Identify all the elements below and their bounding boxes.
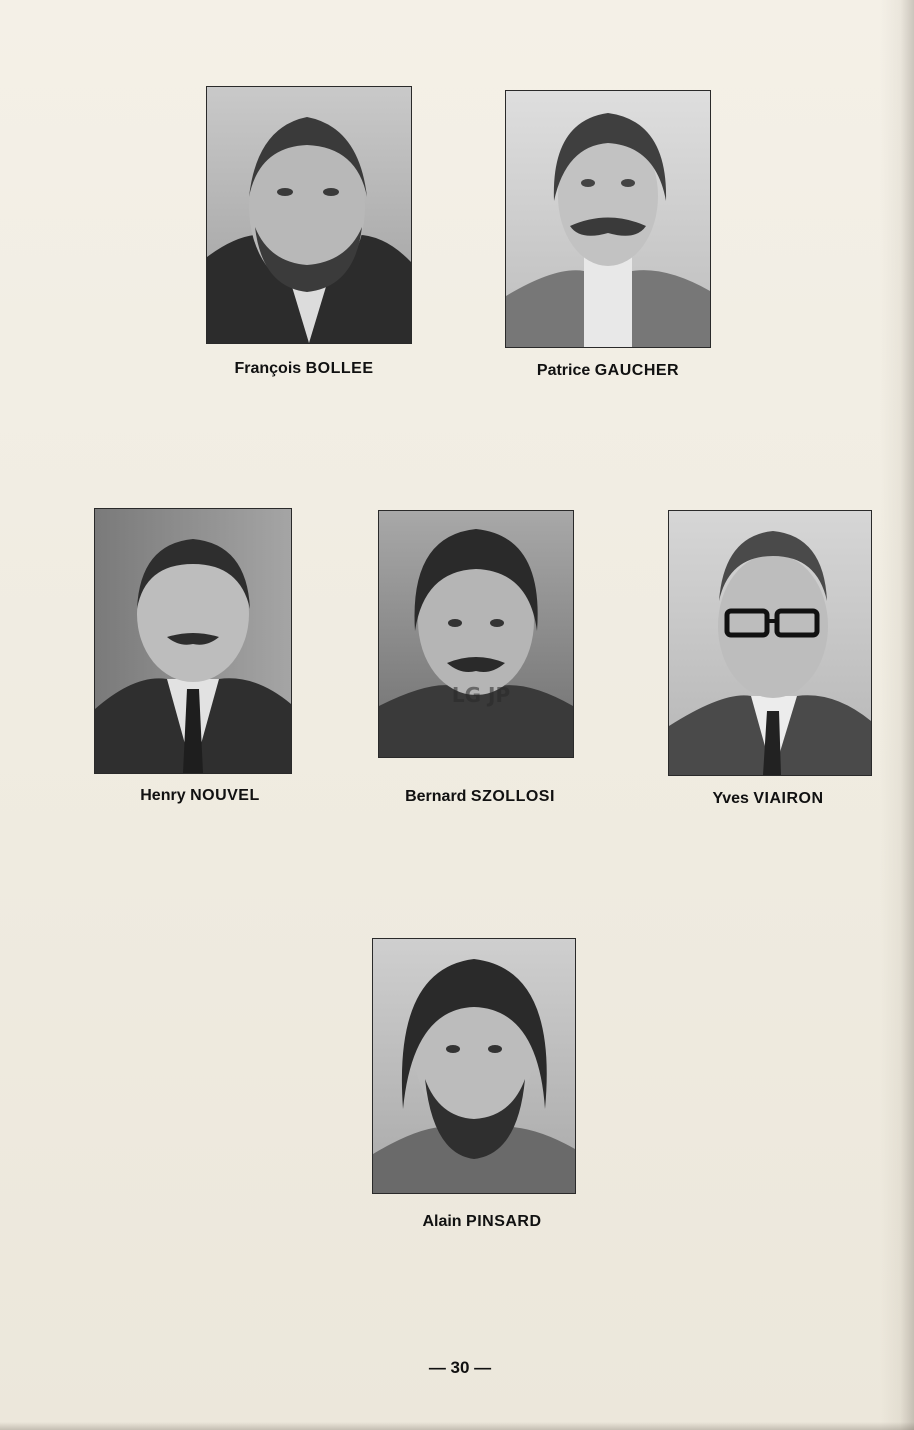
first-name: Patrice (536, 362, 591, 379)
page-edge-shadow (880, 0, 914, 1430)
last-name: GAUCHER (594, 362, 680, 379)
portrait-caption-viairon (668, 790, 868, 808)
last-name: PINSARD (466, 1213, 542, 1230)
portrait-caption-nouvel (100, 787, 300, 805)
first-name: Bernard (405, 788, 467, 805)
last-name: VIAIRON (753, 790, 824, 807)
portrait-photo-viairon (668, 510, 872, 776)
watermark: LG JP (451, 683, 511, 707)
portrait-photo-szollosi (378, 510, 574, 758)
first-name: Henry (140, 787, 186, 804)
last-name: NOUVEL (190, 787, 260, 804)
last-name: BOLLEE (305, 360, 374, 377)
portrait-caption-szollosi (380, 788, 580, 806)
first-name: Alain (422, 1213, 462, 1230)
portrait-caption-bollee (206, 360, 402, 378)
portrait-photo-gaucher (505, 90, 711, 348)
first-name: François (234, 360, 302, 377)
page-bottom-shadow (0, 1422, 914, 1430)
portrait-photo-pinsard (372, 938, 576, 1194)
page-number: — 30 — (428, 1358, 492, 1377)
portrait-caption-pinsard (382, 1213, 582, 1231)
portrait-photo-nouvel (94, 508, 292, 774)
portrait-photo-bollee (206, 86, 412, 344)
portrait-caption-gaucher (508, 362, 708, 380)
first-name: Yves (712, 790, 749, 807)
last-name: SZOLLOSI (470, 788, 555, 805)
